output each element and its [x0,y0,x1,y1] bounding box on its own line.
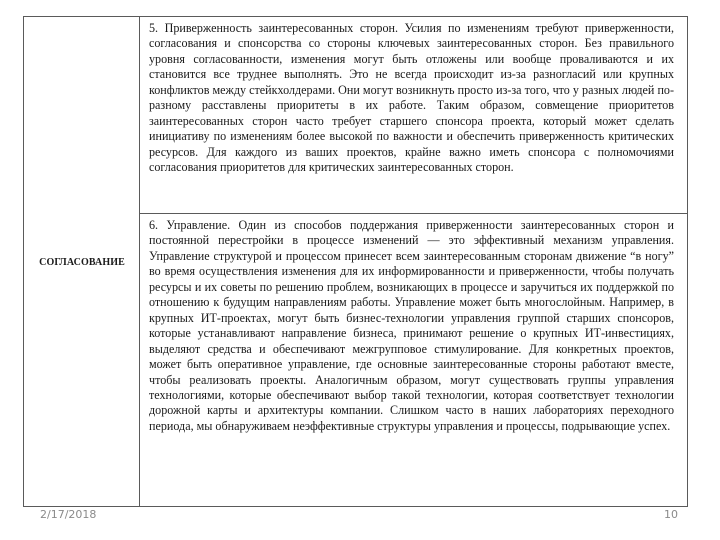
content-table [23,16,688,507]
left-column [24,17,140,506]
row-label: СОГЛАСОВАНИЕ [39,257,125,268]
slide-number: 10 [664,508,678,521]
slide-date: 2/17/2018 [40,508,97,521]
paragraph-stakeholder-commitment: 5. Приверженность заинтересованных сторон. Усилия по изменениям требуют приверженности, согласования и спонсорства со стороны ключевых заинтересованных сторон. Без правильного уровня согласованности, изменения могут быть отложены или вообще проваливаются и их становится все труднее выполнять. Это не всегда происходит из-за разногласий или крупных конфликтов между стейкхолдерами. Они могут возникнуть просто из-за того, что у разных людей по-разному расставлены приоритеты в их работе. Таким образом, совмещение приоритетов заинтересованных сторон часто требует старшего спонсора проекта, который может сделать инициативу по изменениям более высокой по важности и обеспечить приверженность критических ресурсов. Для каждого из ваших проектов, крайне важно иметь спонсора с полномочиями согласования приоритетов для критических заинтересованных сторон. [140,17,687,214]
paragraph-governance: 6. Управление. Один из способов поддержания приверженности заинтересованных сторон и постоянной перестройки в процессе изменений — это эффективный механизм управления. Управление структурой и процессом принесет всем заинтересованным сторонам движение “в ногу” во время осуществления изменения для их информированности и приверженности, чтобы получать ресурсы и их советы по решению проблем, возникающих в процессе и заручиться их поддержкой по отношению к будущим направлениям работы. Управление может быть многослойным. Например, в крупных ИТ-проектах, могут быть бизнес-технологии управления группой старших спонсоров, которые устанавливают направление бизнеса, принимают решение о крупных ИТ-инвестициях, выделяют средства и обеспечивают межгрупповое стимулирование. Для конкретных проектов, может быть оперативное управление, где основные заинтересованные стороны работают вместе, чтобы реализовать проекты. Аналогичным образом, могут существовать группы управления технологиями, которые обеспечивают выбор такой технологии, которая соответствует технологии дорожной карты и архитектуры компании. Слишком часто в наших лабораториях переходного периода, мы обнаруживаем неэффективные структуры управления и процессы, подрывающие успех. [149,218,674,433]
